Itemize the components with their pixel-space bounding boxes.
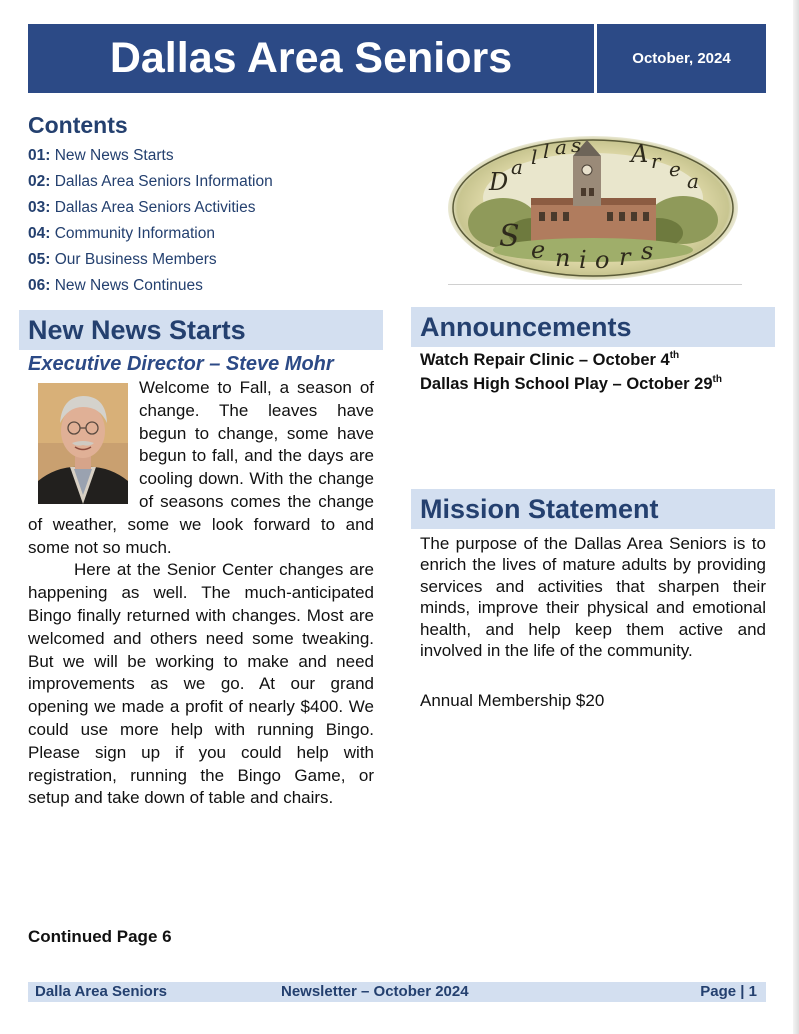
article-paragraph: Welcome to Fall, a season of change. The leaves have begun to change, some have begun to fall, and the days are cooling down. With the change of seasons comes the change of weather, some we look forward to and some not so much. (28, 378, 374, 557)
director-photo (38, 383, 128, 504)
issue-date: October, 2024 (632, 50, 731, 67)
logo-letter: i (579, 246, 587, 274)
footer-page-number: Page | 1 (700, 983, 757, 1000)
logo-letter: r (651, 149, 661, 173)
logo-letter: a (555, 135, 567, 159)
announcement-item: Watch Repair Clinic – October 4th (420, 350, 680, 369)
logo-letter: D (489, 168, 509, 196)
mission-text: The purpose of the Dallas Area Seniors is to enrich the lives of mature adults by providing services and activities that sharpen their minds, improve their physical and emotional health, and help keep them active and involved in the life of the community. (420, 534, 766, 661)
announcement-list (420, 348, 770, 396)
announcement-item: Dallas High School Play – October 29th (420, 374, 722, 393)
logo-letter: a (511, 155, 523, 179)
logo-letter: o (595, 246, 610, 274)
logo-letter: S (499, 219, 520, 254)
toc-item[interactable]: 06: New News Continues (28, 277, 203, 294)
contents-heading: Contents (28, 112, 128, 138)
continued-note: Continued Page 6 (28, 927, 172, 946)
logo-letter: r (619, 243, 631, 271)
logo-letter: n (555, 244, 571, 272)
dallas-area-seniors-logo (443, 128, 743, 286)
logo-letter: e (531, 236, 546, 264)
logo-letter: l (543, 139, 550, 163)
toc-item[interactable]: 01: New News Starts (28, 147, 174, 164)
logo-letter: A (631, 140, 649, 168)
toc-item[interactable]: 02: Dallas Area Seniors Information (28, 173, 273, 190)
announcements-heading: Announcements (411, 307, 775, 347)
newsletter-title: Dallas Area Seniors (109, 34, 513, 82)
logo-letter: e (669, 157, 681, 181)
toc-item[interactable]: 04: Community Information (28, 225, 215, 242)
page-footer (28, 982, 766, 1002)
new-news-heading: New News Starts (19, 310, 383, 350)
footer-org: Dalla Area Seniors (35, 983, 168, 1000)
table-of-contents (28, 112, 398, 301)
logo-letter: a (687, 169, 699, 193)
logo-underline (448, 284, 742, 285)
byline: Executive Director – Steve Mohr (28, 353, 334, 375)
page-edge (793, 0, 799, 1034)
membership-fee: Annual Membership $20 (420, 691, 605, 710)
article-paragraph: Here at the Senior Center changes are happening as well. The much-anticipated Bingo finally returned with changes. Most are welcomed and others need some tweaking. But we will be working to make and need improvements as we go. At our grand opening we made a profit of nearly $400. We could use more help with running Bingo. Please sign up if you could help with registration, running the Bingo Game, or setup and take down of table and chairs. (28, 560, 374, 808)
toc-item[interactable]: 05: Our Business Members (28, 251, 217, 268)
toc-item[interactable]: 03: Dallas Area Seniors Activities (28, 199, 256, 216)
logo-letter: s (571, 133, 582, 157)
mission-heading: Mission Statement (411, 489, 775, 529)
logo-letter: l (531, 145, 538, 169)
masthead (28, 24, 766, 93)
logo-letter: s (641, 237, 654, 265)
footer-issue: Newsletter – October 2024 (281, 983, 469, 1000)
